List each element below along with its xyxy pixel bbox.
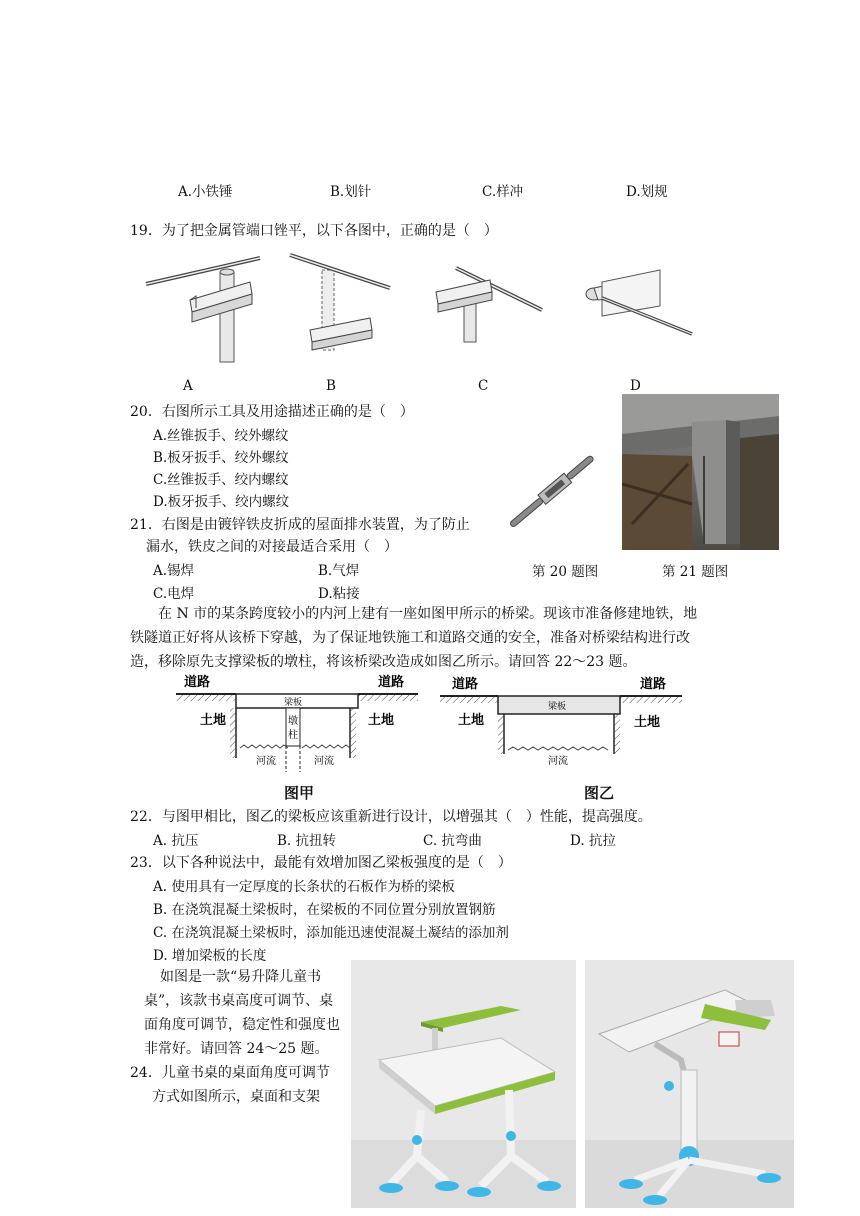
desk-passage-line1: 如图是一款“易升降儿童书 [160,969,322,985]
desk-passage-line3: 面角度可调节，稳定性和强度也 [144,1017,340,1033]
q19-figure-b [290,255,390,350]
q18-option-d: D.划规 [626,184,668,200]
bridge-passage-line2: 铁隧道正好将从该桥下穿越，为了保证地铁施工和道路交通的安全，准备对桥梁结构进行改 [130,630,690,646]
figure-yi-diagram [434,672,689,772]
q20-option-a: A.丝锥扳手、绞外螺纹 [153,428,289,444]
q24-line2: 方式如图所示，桌面和支架 [152,1089,320,1105]
q18-option-b: B.划针 [330,184,372,200]
q19-label-c: C [478,378,489,394]
q18-option-a: A.小铁锤 [178,184,233,200]
q23-stem: 23．以下各种说法中，最能有效增加图乙梁板强度的是（ ） [130,855,512,871]
q21-caption: 第 21 题图 [662,564,729,580]
yi-road-right: 道路 [640,677,667,692]
yi-road-left: 道路 [452,677,479,692]
q19-label-d: D [630,378,641,394]
figure-jia-caption: 图甲 [284,785,315,802]
desk-side-illustration [585,960,794,1208]
tap-wrench-figure [495,436,607,548]
q24-line1: 24．儿童书桌的桌面角度可调节 [130,1065,330,1081]
bridge-passage-line1: 在 N 市的某条跨度较小的内河上建有一座如图甲所示的桥梁。现该市准备修建地铁，地 [158,606,698,622]
q22-stem: 22．与图甲相比，图乙的梁板应该重新进行设计，以增强其（ ）性能，提高强度。 [130,809,652,825]
q20-stem: 20．右图所示工具及用途描述正确的是（ ） [130,404,414,420]
jia-beam: 梁板 [284,698,303,708]
yi-land-left: 土地 [458,713,485,728]
q19-label-a: A [183,378,193,394]
q19-stem: 19．为了把金属管端口锉平，以下各图中，正确的是（ ） [130,223,498,239]
desk-photo-side [585,960,794,1208]
q23-option-a: A. 使用具有一定厚度的长条状的石板作为桥的梁板 [153,879,455,895]
q22-option-c: C. 抗弯曲 [423,833,482,849]
desk-passage-line4: 非常好。请回答 24～25 题。 [144,1041,329,1057]
q19-figure-a [146,258,260,362]
jia-river-left: 河流 [256,756,276,767]
q18-option-c: C.样冲 [482,184,524,200]
q23-option-d: D. 增加梁板的长度 [153,948,267,964]
jia-pier-2: 柱 [288,730,298,741]
yi-river: 河流 [548,756,568,767]
yi-land-right: 土地 [634,715,661,730]
desk-photo-front [351,960,576,1208]
figure-jia-diagram [170,672,425,772]
jia-road-right: 道路 [378,675,405,690]
q21-stem-line2: 漏水，铁皮之间的对接最适合采用（ ） [146,539,398,555]
q22-option-a: A. 抗压 [153,833,199,849]
q19-figure-d [586,270,692,334]
jia-land-left: 土地 [200,713,227,728]
q23-option-b: B. 在浇筑混凝土梁板时，在梁板的不同位置分别放置钢筋 [153,902,496,918]
q21-option-c: C.电焊 [153,586,195,602]
q22-option-d: D. 抗拉 [570,833,616,849]
q21-option-d: D.粘接 [318,586,360,602]
q23-option-c: C. 在浇筑混凝土梁板时，添加能迅速使混凝土凝结的添加剂 [153,925,509,941]
q19-figures [140,250,700,370]
jia-land-right: 土地 [368,713,395,728]
jia-pier-1: 墩 [288,716,298,727]
q21-stem-line1: 21．右图是由镀锌铁皮折成的屋面排水装置，为了防止 [130,517,470,533]
q21-option-b: B.气焊 [318,563,360,579]
q21-option-a: A.锡焊 [153,563,195,579]
q19-label-b: B [326,378,336,394]
bridge-passage-line3: 造，移除原先支撑梁板的墩柱，将该桥梁改造成如图乙所示。请回答 22～23 题。 [130,654,637,670]
yi-beam: 梁板 [548,702,567,712]
q20-caption: 第 20 题图 [532,564,599,580]
desk-front-illustration [351,960,576,1208]
desk-passage-line2: 桌”，该款书桌高度可调节、桌 [144,993,334,1009]
q20-option-b: B.板牙扳手、绞外螺纹 [153,450,289,466]
roof-drain-illustration [622,394,779,550]
q20-option-d: D.板牙扳手、绞内螺纹 [153,494,290,510]
figure-yi-caption: 图乙 [584,785,615,802]
jia-river-right: 河流 [314,756,334,767]
q19-figure-c [436,268,542,342]
jia-road-left: 道路 [184,675,211,690]
q22-option-b: B. 抗扭转 [277,833,337,849]
q20-option-c: C.丝锥扳手、绞内螺纹 [153,472,289,488]
roof-drain-photo [622,394,779,550]
